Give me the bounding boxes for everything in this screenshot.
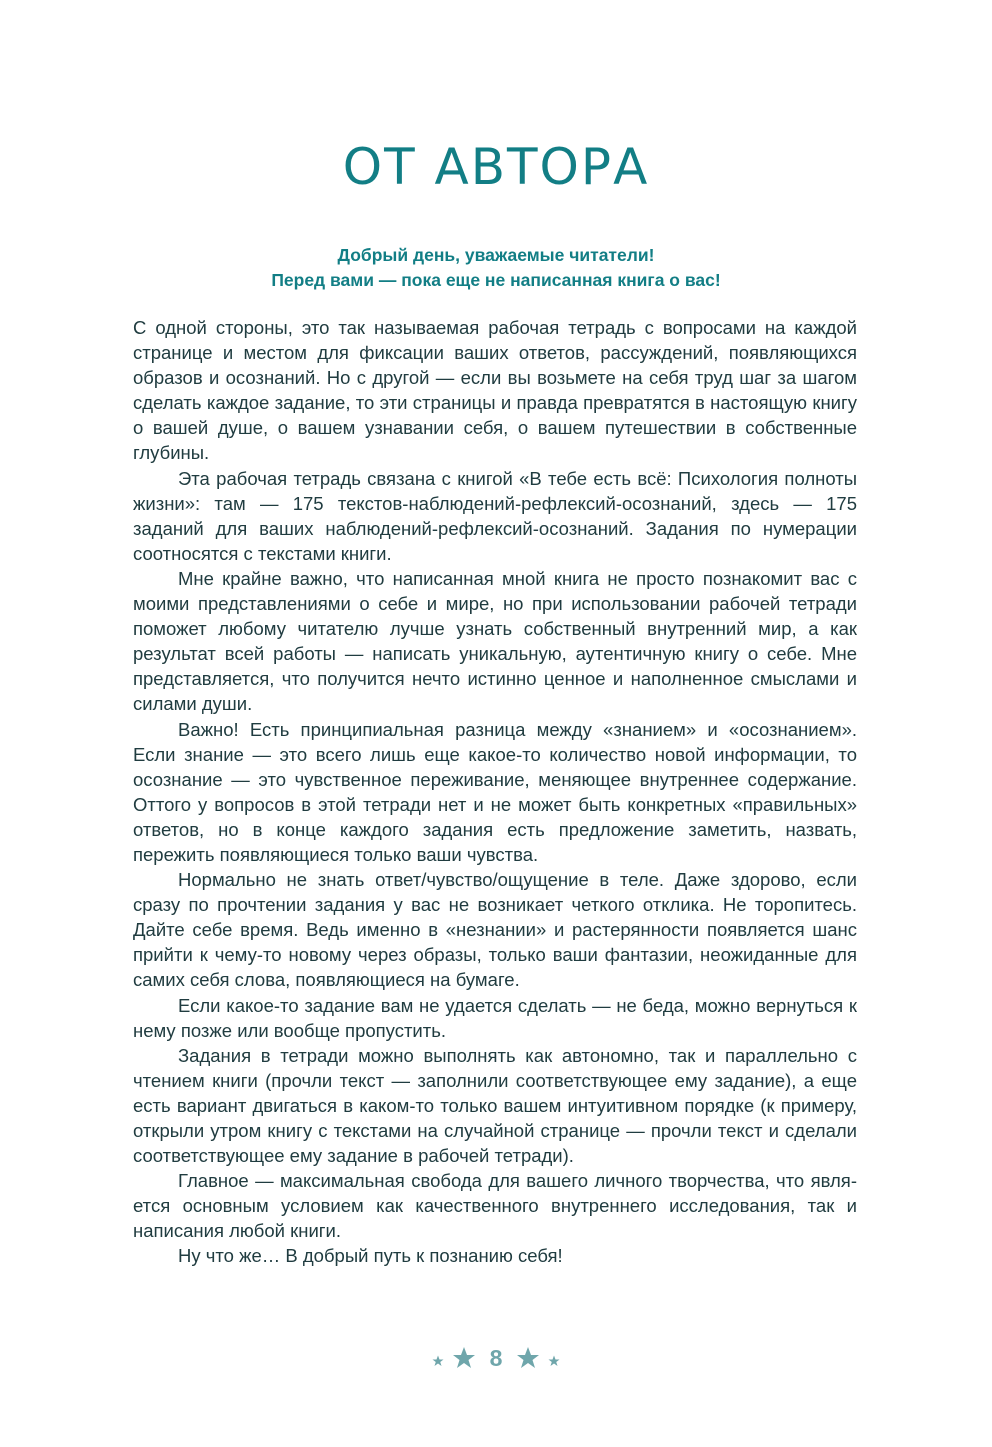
page-footer [0, 1340, 992, 1376]
body-text [133, 315, 857, 1269]
greeting-line-1: Добрый день, уважаемые читатели! [337, 245, 655, 265]
greeting [0, 243, 992, 293]
paragraph: Эта рабочая тетрадь связана с книгой «В тебе есть всё: Психология полноты жизни»: там — 175 текстов-наблюдений-рефлексий-осознаний, здесь — 175 заданий для ваших наблюдений-рефлексий-осознаний. Задания по нумерации соотносятся с текстами книги. [133, 467, 857, 564]
paragraph: Главное — максимальная свобода для вашего личного творчества, что является основным условием как качественного внутреннего исследования, так и написания любой книги. [133, 1170, 857, 1242]
page-number: 8 [489, 1344, 503, 1371]
paragraph: Важно! Есть принципиальная разница между «знанием» и «осознанием». Если знание — это всего лишь еще какое-то количество новой информации, то осознание — это чувственное переживание, меняющее внутреннее содержание. Оттого у вопросов в этой тетради нет и не может быть конкретных «правильных» ответов, но в конце каждого задания есть предложение заметить, назвать, пережить появляющиеся только ваши чувства. [133, 718, 857, 865]
star-icon [452, 1346, 476, 1370]
small-star-icon [432, 1355, 444, 1367]
page-title: ОТ АВТОРА [342, 138, 650, 196]
paragraph: Нормально не знать ответ/чувство/ощущение в теле. Даже здорово, если сразу по прочтении задания у вас не возникает четкого отклика. Не торопитесь. Дайте себе время. Ведь именно в «незнании» и растерянности появляется шанс прийти к чему-то новому через образы, только ваши фантазии, неожиданные для самих себя слова, появляющиеся на бумаге. [133, 869, 857, 991]
paragraph: Ну что же… В добрый путь к познанию себя! [178, 1245, 563, 1267]
paragraph: Если какое-то задание вам не удается сделать — не беда, можно вернуться к нему позже или вообще пропустить. [133, 994, 857, 1041]
paragraph: Мне крайне важно, что написанная мной книга не просто познакомит вас с моими представлениями о себе и мире, но при использовании рабочей тетради поможет любому читателю лучше узнать собственный внутренний мир, а как результат всей работы — написать уникальную, аутентичную книгу о себе. Мне представляется, что получится нечто истинно ценное и наполненное смыслами и силами души. [133, 567, 857, 715]
star-icon [516, 1346, 540, 1370]
small-star-icon [548, 1355, 560, 1367]
paragraph: С одной стороны, это так называемая рабочая тетрадь с вопросами на каждой странице и местом для фиксации ваших ответов, рассуждений, появляющихся образов и осознаний. Но с другой — если вы возьмете на себя труд шаг за шагом сделать каждое задание, то эти страницы и правда превратятся в настоящую книгу о вашей душе, о вашем узнавании себя, о вашем путешествии в собственные глубины. [133, 317, 857, 464]
greeting-line-2: Перед вами — пока еще не написанная книга о вас! [271, 270, 721, 290]
paragraph: Задания в тетради можно выполнять как автономно, так и параллельно с чтением книги (прочли текст — заполнили соответствующее ему задание), а еще есть вариант двигаться в каком-то только вашем интуитивном порядке (к примеру, открыли утром книгу с текстами на случайной странице — прочли текст и сделали соответствующее ему задание в рабочей тетради). [133, 1044, 857, 1167]
